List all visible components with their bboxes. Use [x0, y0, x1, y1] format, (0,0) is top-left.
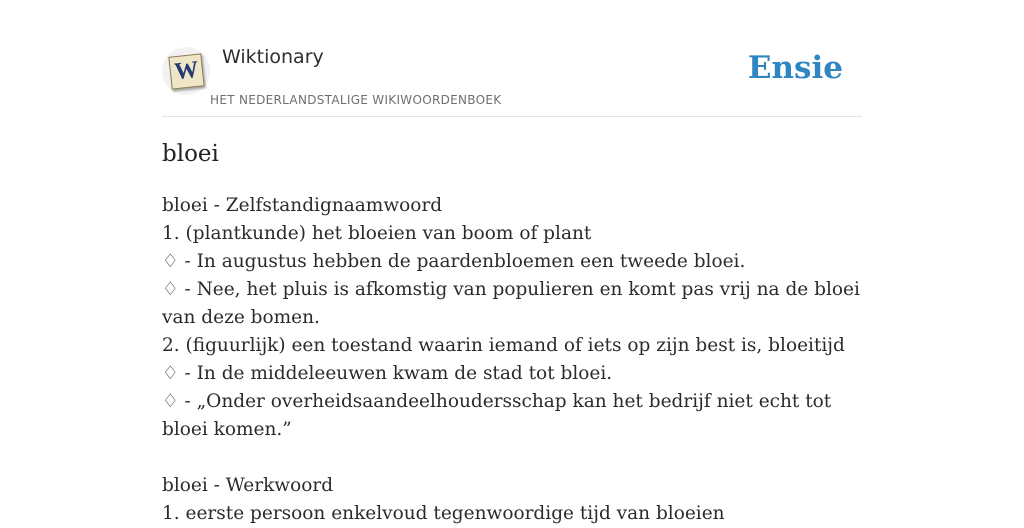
logo-letter: W	[168, 53, 204, 89]
site-header	[162, 0, 862, 117]
wiktionary-logo-icon[interactable]	[162, 47, 210, 95]
noun-example-4: ♢ - „Onder overheidsaandeelhoudersschap kan het bedrijf niet echt tot bloei komen.”	[162, 391, 832, 440]
site-tagline: HET NEDERLANDSTALIGE WIKIWOORDENBOEK	[210, 93, 502, 107]
main-content	[162, 134, 862, 528]
noun-example-1: ♢ - In augustus hebben de paardenbloemen een tweede bloei.	[162, 251, 746, 272]
definition-entry	[162, 192, 862, 528]
noun-example-3: ♢ - In de middeleeuwen kwam de stad tot bloei.	[162, 363, 613, 384]
noun-sense-1: 1. (plantkunde) het bloeien van boom of plant	[162, 223, 592, 244]
noun-heading: bloei - Zelfstandignaamwoord	[162, 195, 443, 216]
verb-sense-1: 1. eerste persoon enkelvoud tegenwoordige tijd van bloeien	[162, 503, 725, 524]
noun-example-2: ♢ - Nee, het pluis is afkomstig van populieren en komt pas vrij na de bloei van deze bomen.	[162, 279, 860, 328]
verb-heading: bloei - Werkwoord	[162, 475, 334, 496]
ensie-brand-link[interactable]: Ensie	[747, 50, 843, 86]
section-spacer	[162, 444, 862, 472]
page-title: bloei	[162, 141, 219, 167]
site-name[interactable]: Wiktionary	[222, 46, 324, 68]
noun-sense-2: 2. (figuurlijk) een toestand waarin iemand of iets op zijn best is, bloeitijd	[162, 335, 845, 356]
